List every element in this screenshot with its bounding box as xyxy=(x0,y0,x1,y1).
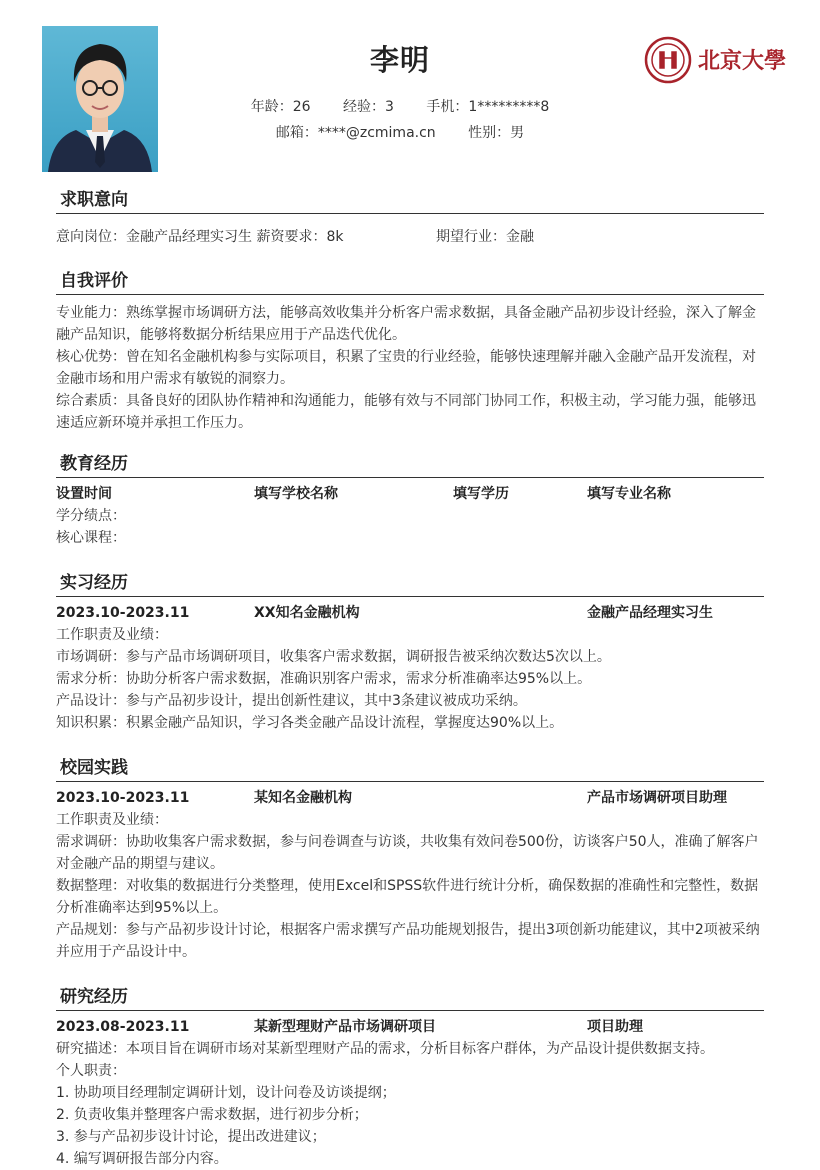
text-line: 4. 编写调研报告部分内容。 xyxy=(56,1151,228,1167)
age-label: 年龄： xyxy=(250,99,293,115)
text-line: 金融市场和用户需求有敏锐的洞察力。 xyxy=(56,371,294,387)
internship-header-row xyxy=(56,602,764,624)
education-gpa: 学分绩点： xyxy=(56,508,126,524)
text-line: 分析准确率达到95%以上。 xyxy=(56,900,228,916)
text-line: 工作职责及业绩： xyxy=(56,627,168,643)
internship-org: XX知名金融机构 xyxy=(254,605,360,621)
text-line: 2. 负责收集并整理客户需求数据，进行初步分析； xyxy=(56,1107,368,1123)
text-line: 对金融产品的期望与建议。 xyxy=(56,856,224,872)
text-line: 3. 参与产品初步设计讨论，提出改进建议； xyxy=(56,1129,326,1145)
campus-role: 产品市场调研项目助理 xyxy=(587,790,727,806)
text-line: 数据整理：对收集的数据进行分类整理，使用Excel和SPSS软件进行统计分析，确保数据的准确性和完整性，数据 xyxy=(56,878,759,894)
research-role: 项目助理 xyxy=(587,1019,643,1035)
section-title: 实习经历 xyxy=(56,571,764,597)
section-title: 自我评价 xyxy=(56,269,764,295)
text-line: 1. 协助项目经理制定调研计划，设计问卷及访谈提纲； xyxy=(56,1085,396,1101)
section-title: 教育经历 xyxy=(56,452,764,478)
intent-position: 意向岗位：金融产品经理实习生 薪资要求：8k xyxy=(56,229,344,245)
section-campus-practice xyxy=(56,756,764,963)
campus-time: 2023.10-2023.11 xyxy=(56,790,190,806)
internship-time: 2023.10-2023.11 xyxy=(56,605,190,621)
experience-value: 3 xyxy=(385,99,394,115)
phone-label: 手机： xyxy=(426,99,469,115)
section-intent xyxy=(56,188,764,248)
text-line: 核心优势：曾在知名金融机构参与实际项目，积累了宝贵的行业经验，能够快速理解并融入金融产品开发流程，对 xyxy=(56,349,756,365)
education-header-row xyxy=(56,483,764,505)
research-header-row xyxy=(56,1016,764,1038)
text-line: 综合素质：具备良好的团队协作精神和沟通能力，能够有效与不同部门协同工作，积极主动，学习能力强，能够迅 xyxy=(56,393,756,409)
section-research xyxy=(56,985,764,1170)
experience-label: 经验： xyxy=(343,99,386,115)
section-internship xyxy=(56,571,764,734)
text-line: 专业能力：熟练掌握市场调研方法，能够高效收集并分析客户需求数据，具备金融产品初步设计经验，深入了解金 xyxy=(56,305,756,321)
email-value: ****@zcmima.cn xyxy=(317,125,436,141)
text-line: 个人职责： xyxy=(56,1063,126,1079)
text-line: 速适应新环境并承担工作压力。 xyxy=(56,415,252,431)
phone-value: 1*********8 xyxy=(468,99,550,115)
campus-header-row xyxy=(56,787,764,809)
research-project: 某新型理财产品市场调研项目 xyxy=(254,1019,436,1035)
text-line: 需求分析：协助分析客户需求数据，准确识别客户需求，需求分析准确率达95%以上。 xyxy=(56,671,592,687)
section-title: 研究经历 xyxy=(56,985,764,1011)
gender-label: 性别： xyxy=(468,125,511,141)
text-line: 工作职责及业绩： xyxy=(56,812,168,828)
text-line: 需求调研：协助收集客户需求数据，参与问卷调查与访谈，共收集有效问卷500份，访谈客户50人，准确了解客户 xyxy=(56,834,759,850)
text-line: 产品设计：参与产品初步设计，提出创新性建议，其中3条建议被成功采纳。 xyxy=(56,693,527,709)
text-line: 市场调研：参与产品市场调研项目，收集客户需求数据，调研报告被采纳次数达5次以上。 xyxy=(56,649,611,665)
text-line: 研究描述：本项目旨在调研市场对某新型理财产品的需求，分析目标客户群体，为产品设计提供数据支持。 xyxy=(56,1041,714,1057)
internship-role: 金融产品经理实习生 xyxy=(587,605,713,621)
campus-org: 某知名金融机构 xyxy=(254,790,352,806)
svg-text:北京大學: 北京大學 xyxy=(698,48,787,74)
research-time: 2023.08-2023.11 xyxy=(56,1019,190,1035)
education-courses: 核心课程： xyxy=(56,530,126,546)
intent-industry: 期望行业：金融 xyxy=(436,229,534,245)
info-row-2 xyxy=(0,122,800,142)
candidate-name: 李明 xyxy=(369,43,430,77)
text-line: 知识积累：积累金融产品知识，学习各类金融产品设计流程，掌握度达90%以上。 xyxy=(56,715,564,731)
gender-value: 男 xyxy=(510,125,525,141)
info-row-1 xyxy=(0,96,800,116)
intent-row xyxy=(56,226,764,248)
education-school: 填写学校名称 xyxy=(254,486,338,502)
section-title: 求职意向 xyxy=(56,188,764,214)
section-self-evaluation xyxy=(56,269,764,434)
text-line: 融产品知识，能够将数据分析结果应用于产品迭代优化。 xyxy=(56,327,406,343)
education-major: 填写专业名称 xyxy=(587,486,671,502)
section-title: 校园实践 xyxy=(56,756,764,782)
text-line: 产品规划：参与产品初步设计讨论，根据客户需求撰写产品功能规划报告，提出3项创新功能建议，其中2项被采纳 xyxy=(56,922,760,938)
email-label: 邮箱： xyxy=(275,125,318,141)
section-education xyxy=(56,452,764,549)
text-line: 并应用于产品设计中。 xyxy=(56,944,196,960)
age-value: 26 xyxy=(292,99,311,115)
education-time: 设置时间 xyxy=(56,486,112,502)
education-degree: 填写学历 xyxy=(453,486,509,502)
